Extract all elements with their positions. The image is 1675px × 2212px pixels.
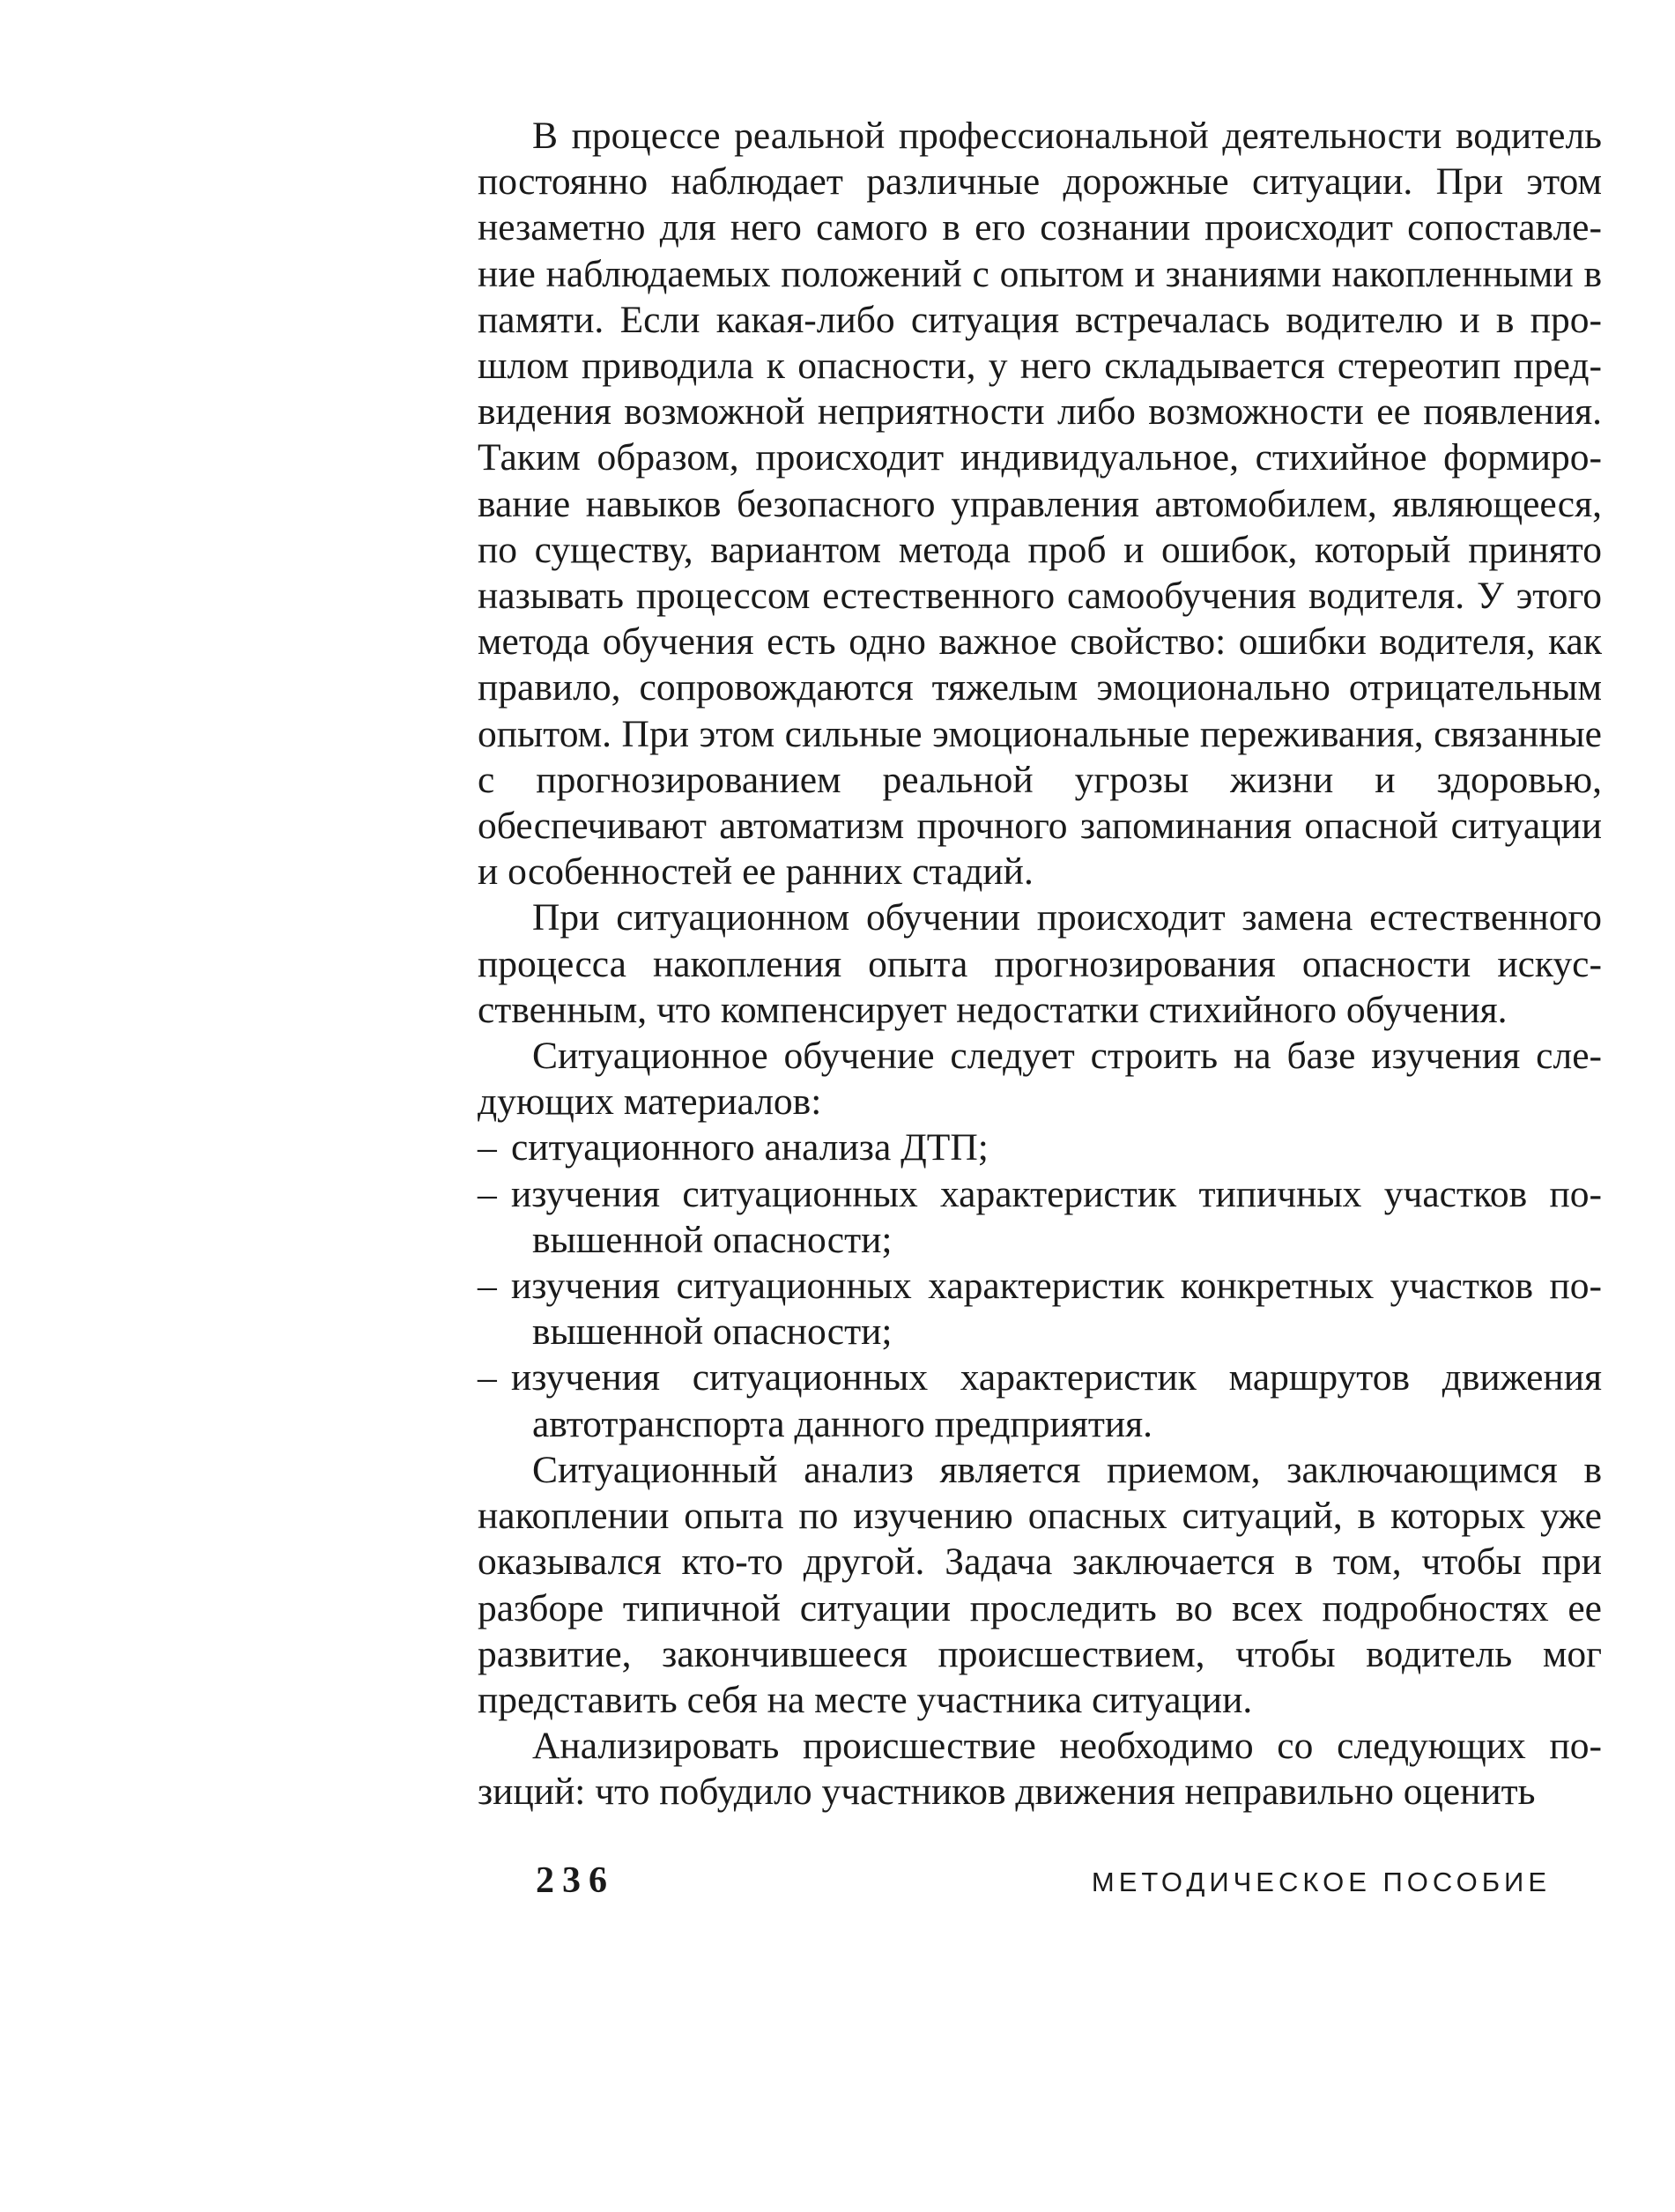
- list-item-text: изучения ситуационных характеристик типичных участков повышенной опасности;: [511, 1172, 1602, 1261]
- materials-list: [478, 1125, 1602, 1446]
- list-item-text: изучения ситуационных характеристик маршрутов движения автотранспорта данного предприятия.: [511, 1356, 1602, 1445]
- running-title: МЕТОДИЧЕСКОЕ ПОСОБИЕ: [1091, 1867, 1551, 1897]
- list-item-text: изучения ситуационных характеристик конкретных участков повышенной опасности;: [511, 1265, 1602, 1354]
- paragraph: При ситуационном обучении происходит замена естественного процесса накопления опыта прогнозирования опасности искусственным, что компенсирует недостатки стихийного обучения.: [478, 896, 1602, 1031]
- paragraph: Анализировать происшествие необходимо со следующих позиций: что побудило участников движения неправильно оценить: [478, 1725, 1602, 1814]
- list-item: [478, 1125, 1602, 1170]
- page-number: 236: [536, 1860, 615, 1901]
- list-item: [478, 1171, 1602, 1263]
- paragraph: В процессе реальной профессиональной деятельности водитель постоянно наблюдает различные дорожные ситуации. При этом незаметно для него самого в его сознании происходит сопоставление наблюдаемых положений с опытом и знаниями накопленными в памяти. Если какая-либо ситуация встречалась водителю и в прошлом приводила к опасности, у него складывается стереотип предвидения возможной неприятности либо возможности ее появления. Таким образом, происходит индивидуальное, стихийное формирование навыков безопасного управления автомобилем, являющееся, по существу, вариантом метода проб и ошибок, который принято называть процессом естественного самообучения водителя. У этого метода обучения есть одно важное свойство: ошибки водителя, как правило, сопровождаются тяжелым эмоционально отрицательным опытом. При этом сильные эмоциональные переживания, связанные с прогнозированием реальной угрозы жизни и здоровью, обеспечивают автоматизм прочного запоминания опасной ситуации и особенностей ее ранних стадий.: [478, 115, 1602, 894]
- list-dash: –: [478, 1172, 497, 1215]
- list-item: [478, 1263, 1602, 1355]
- list-dash: –: [478, 1265, 497, 1308]
- paragraph: Ситуационное обучение следует строить на базе изучения следующих материалов:: [478, 1035, 1602, 1124]
- body-text: [478, 113, 1602, 1815]
- page-footer: [478, 1859, 1602, 1912]
- paragraph: Ситуационный анализ является приемом, заключающимся в накоплении опыта по изучению опасных ситуаций, в которых уже оказывался кто-то другой. Задача заключается в том, чтобы при разборе типичной ситуации проследить во всех подробностях ее развитие, закончившееся происшествием, чтобы водитель мог представить себя на месте участника ситуации.: [478, 1448, 1602, 1721]
- list-dash: –: [478, 1126, 497, 1169]
- list-item-text: ситуационного анализа ДТП;: [511, 1126, 989, 1169]
- list-item: [478, 1355, 1602, 1446]
- list-dash: –: [478, 1356, 497, 1399]
